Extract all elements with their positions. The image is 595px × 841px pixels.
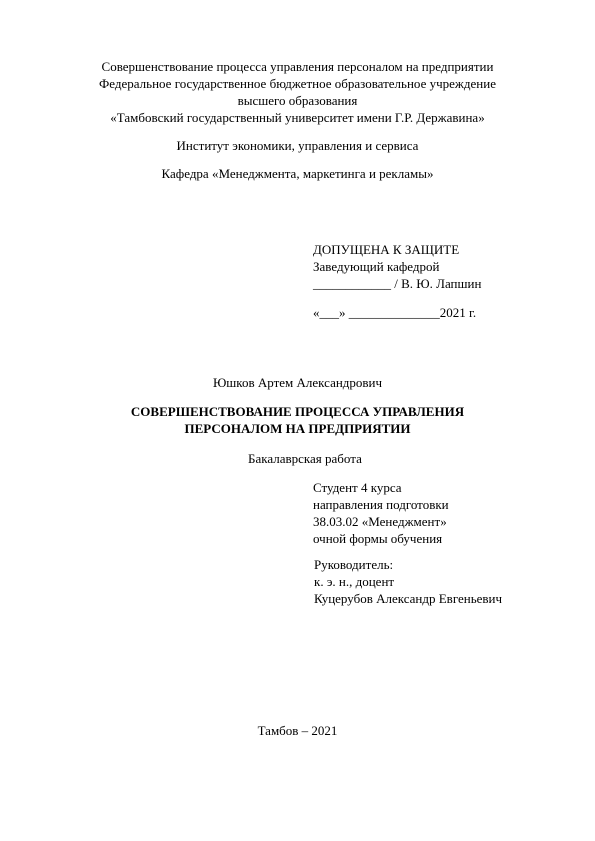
- supervisor-name: Куцерубов Александр Евгеньевич: [314, 591, 503, 606]
- student-course: Студент 4 курса: [313, 480, 402, 495]
- header-line-education-level: высшего образования: [237, 93, 358, 108]
- approval-date: «___» ______________2021 г.: [313, 305, 477, 320]
- work-type: Бакалаврская работа: [248, 451, 362, 466]
- header-line-topic: Совершенствование процесса управления персоналом на предприятии: [101, 59, 494, 74]
- approval-role: Заведующий кафедрой: [313, 259, 440, 274]
- student-direction-label: направления подготовки: [313, 497, 449, 512]
- header-line-university: «Тамбовский государственный университет имени Г.Р. Державина»: [110, 110, 485, 125]
- supervisor-degree: к. э. н., доцент: [314, 574, 395, 589]
- student-direction-code: 38.03.02 «Менеджмент»: [313, 514, 447, 529]
- thesis-title-line-2: ПЕРСОНАЛОМ НА ПРЕДПРИЯТИИ: [184, 421, 411, 436]
- student-study-form: очной формы обучения: [313, 531, 443, 546]
- approval-signature: ____________ / В. Ю. Лапшин: [313, 276, 482, 291]
- city-year: Тамбов – 2021: [257, 723, 338, 738]
- supervisor-label: Руководитель:: [314, 557, 394, 572]
- header-line-institution-type: Федеральное государственное бюджетное образовательное учреждение: [99, 76, 496, 91]
- approval-title: ДОПУЩЕНА К ЗАЩИТЕ: [313, 242, 460, 257]
- department-name: Кафедра «Менеджмента, маркетинга и рекламы»: [161, 166, 434, 181]
- author-name: Юшков Артем Александрович: [212, 375, 383, 390]
- thesis-title-line-1: СОВЕРШЕНСТВОВАНИЕ ПРОЦЕССА УПРАВЛЕНИЯ: [130, 404, 465, 419]
- institute-name: Институт экономики, управления и сервиса: [176, 138, 419, 153]
